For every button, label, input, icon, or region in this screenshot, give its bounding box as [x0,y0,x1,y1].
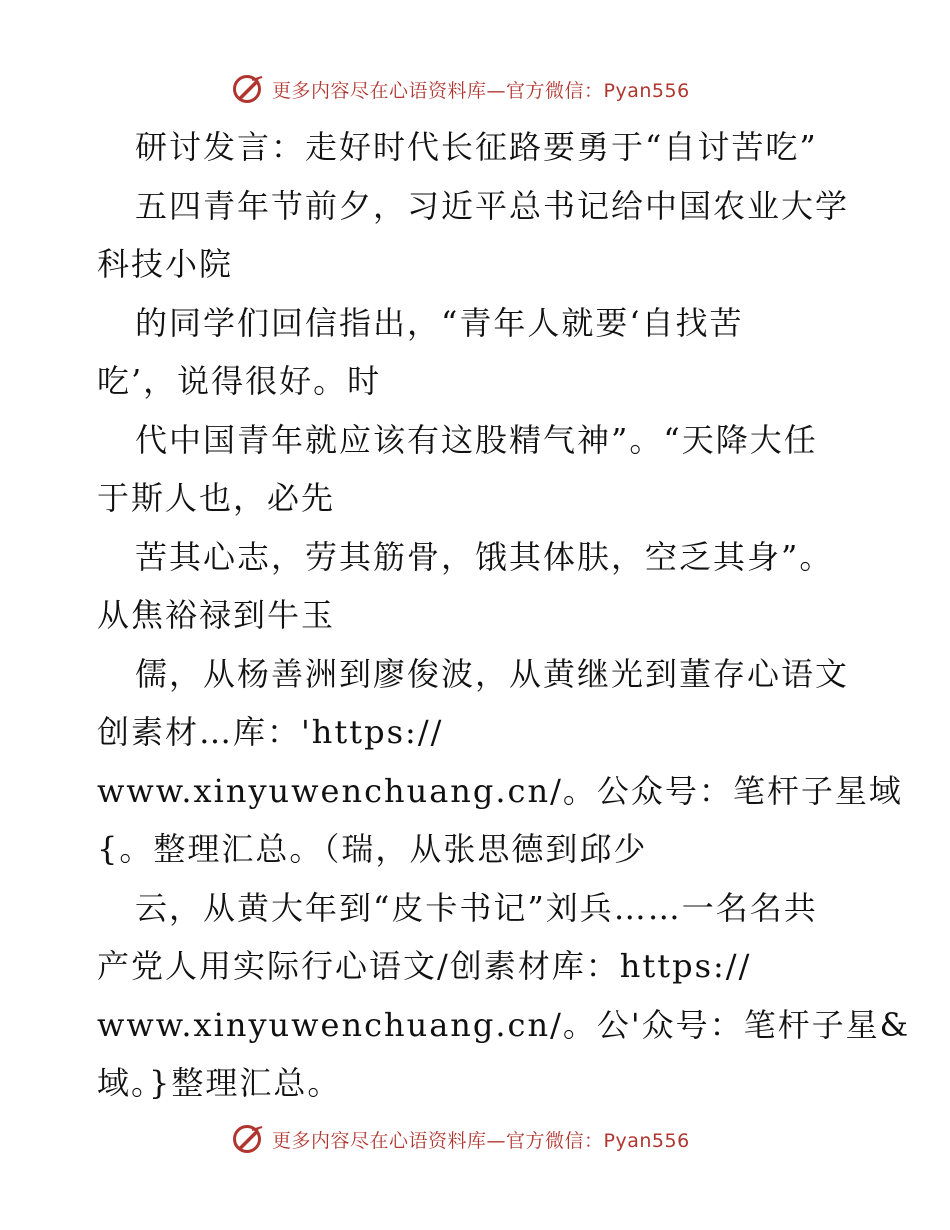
body-line: {。整理汇总。（瑞，从张思德到邱少 [97,830,648,868]
banner-text: 更多内容尽在心语资料库—官方微信：Pyan556 [272,79,690,102]
footer-watermark-banner [232,1124,712,1154]
body-line: 儒，从杨善洲到廖俊波，从黄继光到董存心语文 [135,654,850,693]
body-line: 创素材…库：'https:// [97,713,444,751]
body-line: 代中国青年就应该有这股精气神”。“天降大任 [135,420,818,459]
body-line: 苦其心志，劳其筋骨，饿其体肤，空乏其身”。 [135,537,834,576]
body-line: 的同学们回信指出，“青年人就要‘自找苦 [135,303,744,342]
pen-logo-icon [232,74,266,104]
document-body [97,118,911,1113]
body-line: 吃’，说得很好。时 [97,362,382,400]
body-line: 于斯人也，必先 [97,479,336,517]
body-line: 五四青年节前夕，习近平总书记给中国农业大学 [135,186,850,225]
body-line: www.xinyuwenchuang.cn/。公众号：笔杆子星域 [97,771,903,810]
body-line: 域。}整理汇总。 [97,1064,342,1102]
pen-logo-icon [232,1124,266,1154]
body-line: 云，从黄大年到“皮卡书记”刘兵……一名名共 [135,888,818,927]
body-line: 科技小院 [97,245,234,283]
body-line: www.xinyuwenchuang.cn/。公'众号：笔杆子星& [97,1005,911,1044]
body-line: 产党人用实际行心语文/创素材库：https:// [97,947,752,985]
banner-text: 更多内容尽在心语资料库—官方微信：Pyan556 [272,1129,690,1152]
header-watermark-banner [232,74,712,104]
body-line: 研讨发言：走好时代长征路要勇于“自讨苦吃” [135,128,818,166]
body-line: 从焦裕禄到牛玉 [97,596,336,634]
